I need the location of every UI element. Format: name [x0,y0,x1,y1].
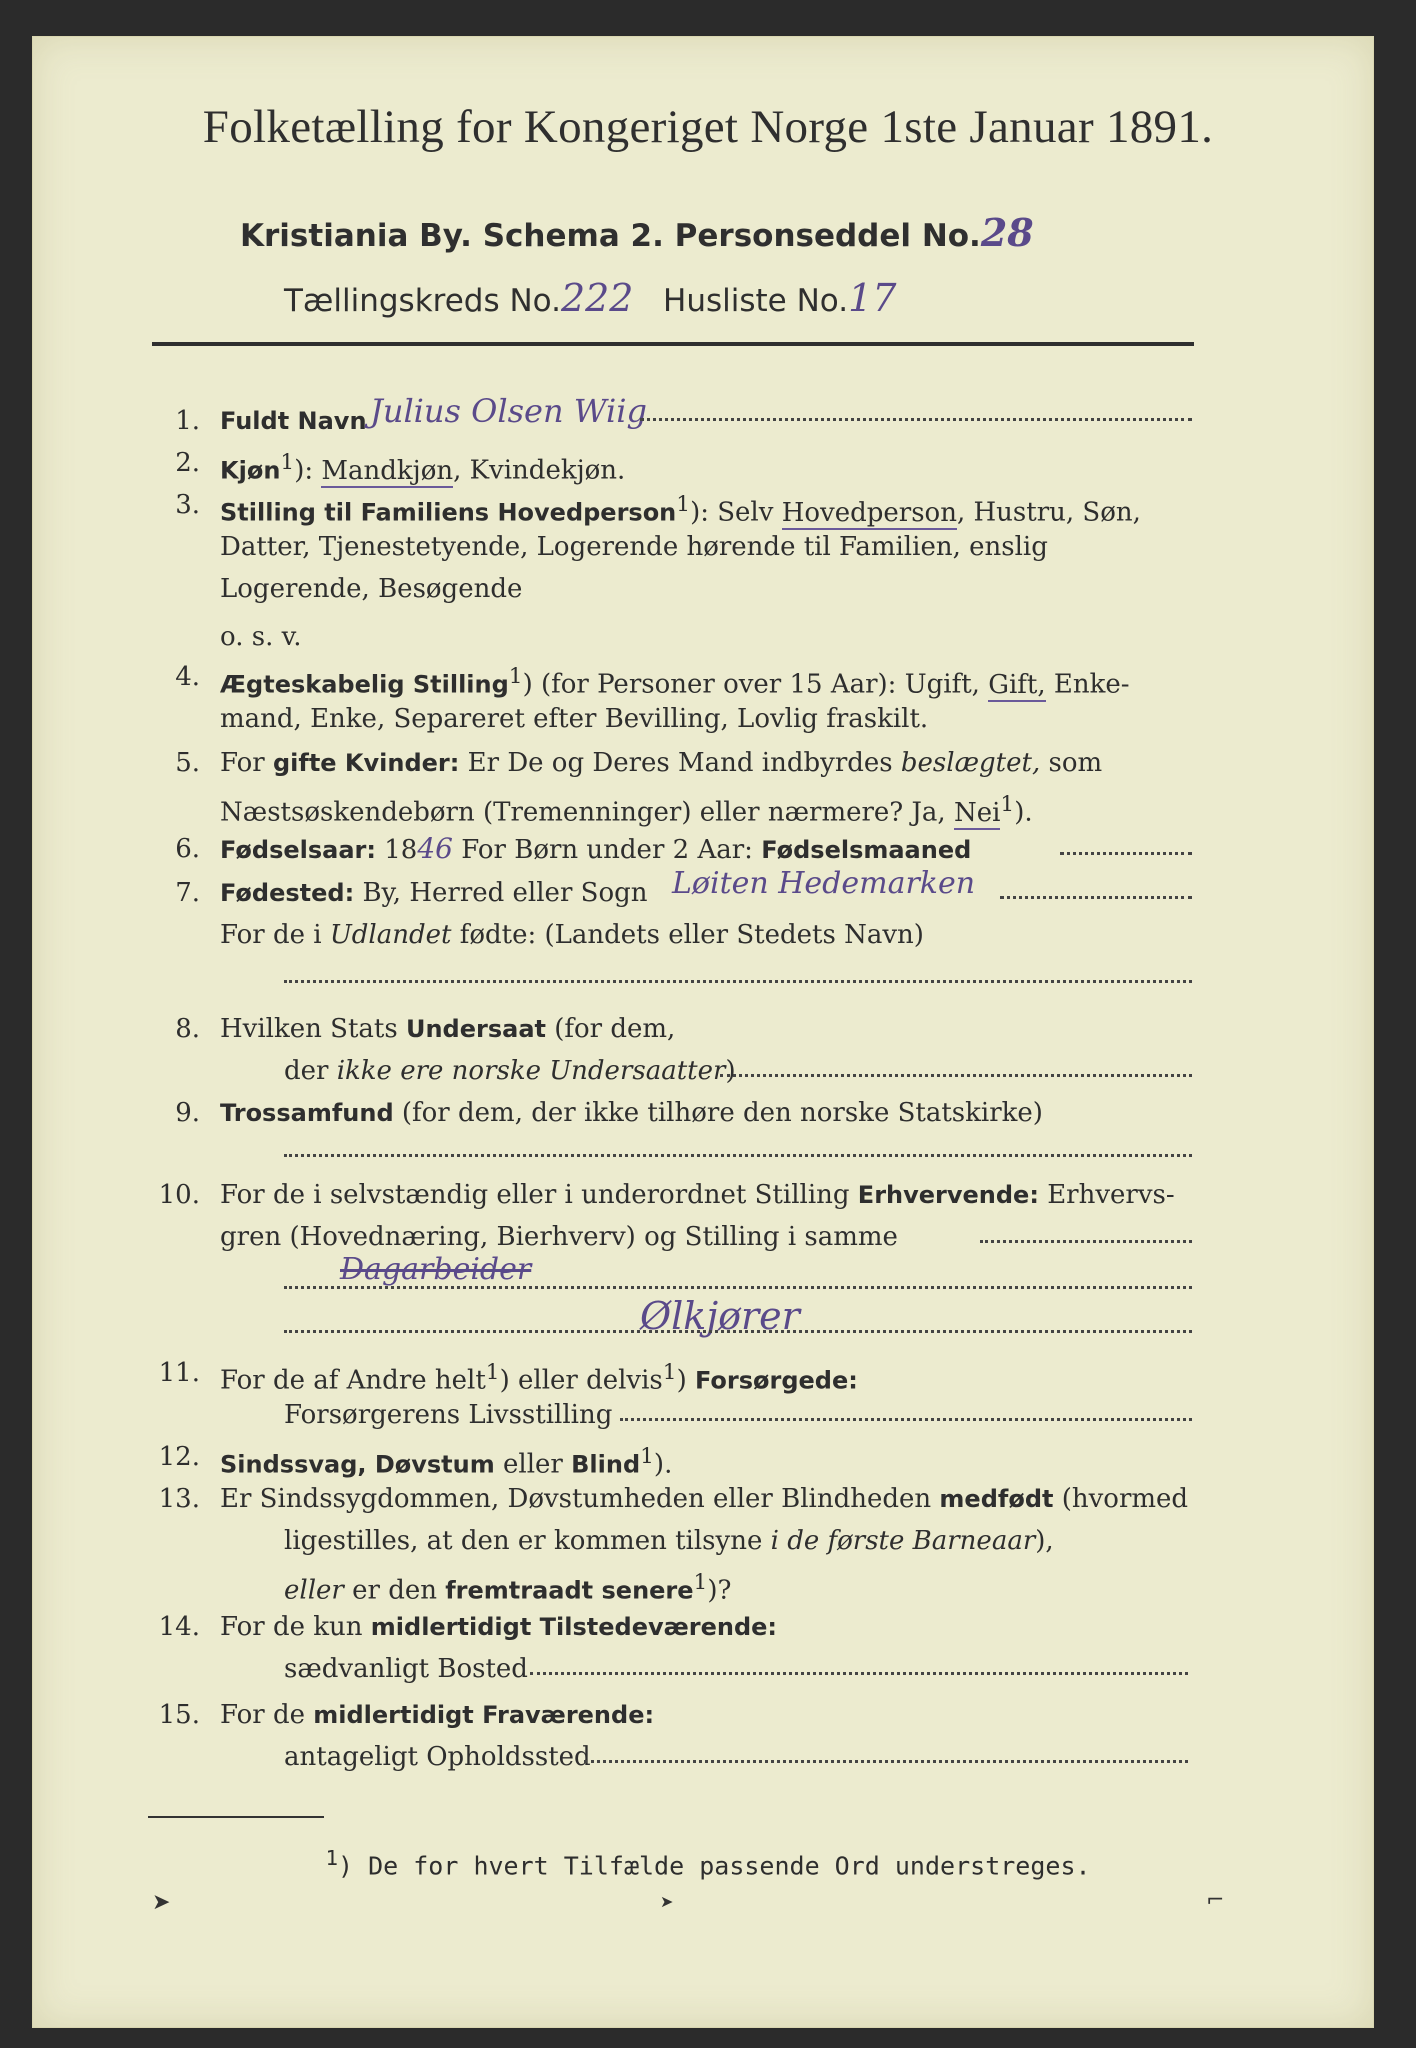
item-label: Ægteskabelig Stilling [220,670,509,699]
item-number: 12. [158,1442,200,1472]
item-text: der [284,1056,337,1086]
item-number: 4. [175,662,200,692]
dotted-line [720,1074,1192,1077]
item-text: ): Selv [690,497,782,528]
item-number: 9. [175,1098,200,1128]
item-text: For de af Andre helt [220,1365,486,1396]
birth-year-value: 46 [417,832,453,865]
item-text: fødte: (Landets eller Stedets Navn) [451,920,924,950]
item-label: midlertidigt Tilstedeværende: [370,1613,778,1641]
item-label: Fødested: [220,879,355,907]
footnote-text: ) De for hvert Tilfælde passende Ord understreges. [337,1851,1091,1881]
item-text: (for dem, [545,1014,676,1044]
item-text: o. s. v. [220,622,302,652]
item-label: Fuldt Navn [220,407,367,435]
form-title: Folketælling for Kongeriget Norge 1ste Januar 1891. [202,101,1214,153]
dotted-line [584,1760,1188,1763]
position-option-selected: Hovedperson [781,497,957,528]
item-text: For de i [220,920,330,950]
item-text: er den [343,1575,446,1606]
item-text: Hvilken Stats [220,1014,406,1044]
item-text: Udlandet [329,920,452,950]
item-text: For Børn under 2 Aar: [453,835,762,865]
item-text: ) [676,1365,695,1396]
item-label: Fødselsaar: [220,836,376,864]
item-text: sædvanligt Bosted [284,1654,528,1684]
item-text: i de første Barneaar [770,1526,1036,1556]
item-text: (hvormed [1053,1484,1189,1514]
item-number: 3. [175,490,200,520]
header-rule [152,342,1194,346]
item-label: Blind [571,1450,641,1479]
item-label: midlertidigt Fraværende: [313,1701,655,1729]
item-text: , Hustru, Søn, [956,497,1141,528]
item-text: For de i selvstændig eller i underordnet Stilling [220,1180,858,1210]
item-text: eller [284,1575,344,1606]
footnote-ref: 1 [325,1846,338,1870]
dotted-line [620,1418,1192,1421]
item-text: Er De og Deres Mand indbyrdes [459,748,901,778]
footnote-ref: 1 [508,664,523,689]
item-text: Datter, Tjenestetyende, Logerende hørende til Familien, enslig [220,532,1048,562]
dotted-line [640,418,1192,421]
item-text: 18 [376,835,418,865]
dotted-line [284,1330,1192,1333]
item-text: Erhvervs- [1038,1180,1175,1210]
item-number: 15. [158,1700,200,1730]
sex-options-rest: , Kvindekjøn. [453,455,626,486]
footnote [0,1846,1416,1880]
item-text: )? [707,1575,732,1606]
item-number: 14. [158,1612,200,1642]
footnote-rule [148,1816,324,1818]
item-text: ), [1035,1526,1054,1556]
center-mark-icon: ➤ [660,1892,674,1911]
dotted-line [1060,852,1192,855]
item-label: Kjøn [220,456,281,485]
personseddel-number: 28 [980,210,1034,255]
item-number: 13. [158,1484,200,1514]
item-label: Undersaat [405,1015,546,1043]
item-text: mand, Enke, Separeret efter Bevilling, Lovlig fraskilt. [220,704,929,734]
item-text: ikke ere norske Undersaatter [336,1056,726,1086]
item-text: antageligt Opholdssted [284,1742,591,1772]
footnote-ref: 1 [640,1444,654,1469]
dotted-line [530,1672,1188,1675]
footnote-ref: 1 [676,492,691,517]
item-text: Logerende, Besøgende [220,574,523,604]
item-text: ) [725,1056,736,1086]
item-number: 7. [175,878,200,908]
item-text: som [1040,748,1103,778]
item-label: Trossamfund [220,1099,394,1127]
sex-option-selected: Mandkjøn [321,455,454,486]
item-text: beslægtet, [900,748,1041,778]
dotted-line [284,980,1192,983]
item-text: ) eller delvis [499,1365,663,1396]
marital-option-selected: Gift, [988,669,1046,700]
item-text: Næstsøskendebørn (Tremenninger) eller nærmere? Ja, [220,797,954,828]
item-label: Fødselsmaaned [761,836,972,864]
item-label: Erhvervende: [857,1181,1039,1209]
item-number: 11. [158,1358,200,1388]
footnote-ref: 1 [280,450,295,475]
item-label: Forsørgede: [694,1366,858,1395]
footnote-ref: 1 [1000,792,1015,817]
dotted-line [1000,896,1192,899]
item-text: For [220,748,273,778]
occupation-value: Ølkjører [640,1294,800,1338]
item-number: 6. [175,834,200,864]
taellingskreds-number: 222 [560,276,634,320]
item-number: 5. [175,748,200,778]
dotted-line [284,1154,1192,1157]
item-label: Stilling til Familiens Hovedperson [220,498,677,527]
item-label: gifte Kvinder: [272,749,460,777]
footnote-ref: 1 [662,1360,677,1385]
item-number: 1. [175,406,200,436]
footnote-ref: 1 [693,1570,708,1595]
item-number: 8. [175,1014,200,1044]
item-text: ). [653,1449,673,1480]
separator: ): [294,455,322,486]
item-number: 2. [175,448,200,478]
dotted-line [284,1286,1192,1289]
schema-line [240,210,1034,255]
dotted-line [980,1240,1192,1243]
item-text: Enke- [1045,669,1130,700]
item-text: By, Herred eller Sogn [354,878,648,908]
footnote-ref: 1 [485,1360,500,1385]
occupation-value-struck: Dagarbeider [340,1252,532,1287]
item-text: Er Sindssygdommen, Døvstumheden eller Blindheden [220,1484,940,1514]
relation-option-selected: Nei [953,797,1001,828]
item-text: For de [220,1700,314,1730]
birthplace-value: Løiten Hedemarken [672,866,976,901]
corner-mark-right-icon: ⌐ [1206,1888,1225,1913]
item-text: eller [494,1449,572,1480]
item-text: For de kun [220,1612,371,1642]
item-text: Forsørgerens Livsstilling [284,1400,613,1430]
item-text: (for dem, der ikke tilhøre den norske Statskirke) [393,1098,1043,1128]
corner-mark-left-icon: ➤ [152,1890,171,1915]
kreds-line [284,276,896,320]
item-number: 10. [158,1180,200,1210]
item-text: gren (Hovednæring, Bierhverv) og Stilling i samme [220,1222,898,1252]
schema-line-label: Kristiania By. Schema 2. Personseddel No. [240,218,981,254]
item-text: ). [1014,797,1033,828]
full-name-value: Julius Olsen Wiig [370,392,647,430]
taellingskreds-label: Tællingskreds No. [284,283,561,319]
item-label: fremtraadt senere [445,1576,694,1605]
husliste-number: 17 [848,276,897,320]
item-label: medfødt [939,1485,1054,1513]
item-label: Sindssvag, Døvstum [220,1450,495,1479]
item-text: ) (for Personer over 15 Aar): Ugift, [522,669,989,700]
item-text: ligestilles, at den er kommen tilsyne [284,1526,771,1556]
husliste-label: Husliste No. [663,283,849,319]
